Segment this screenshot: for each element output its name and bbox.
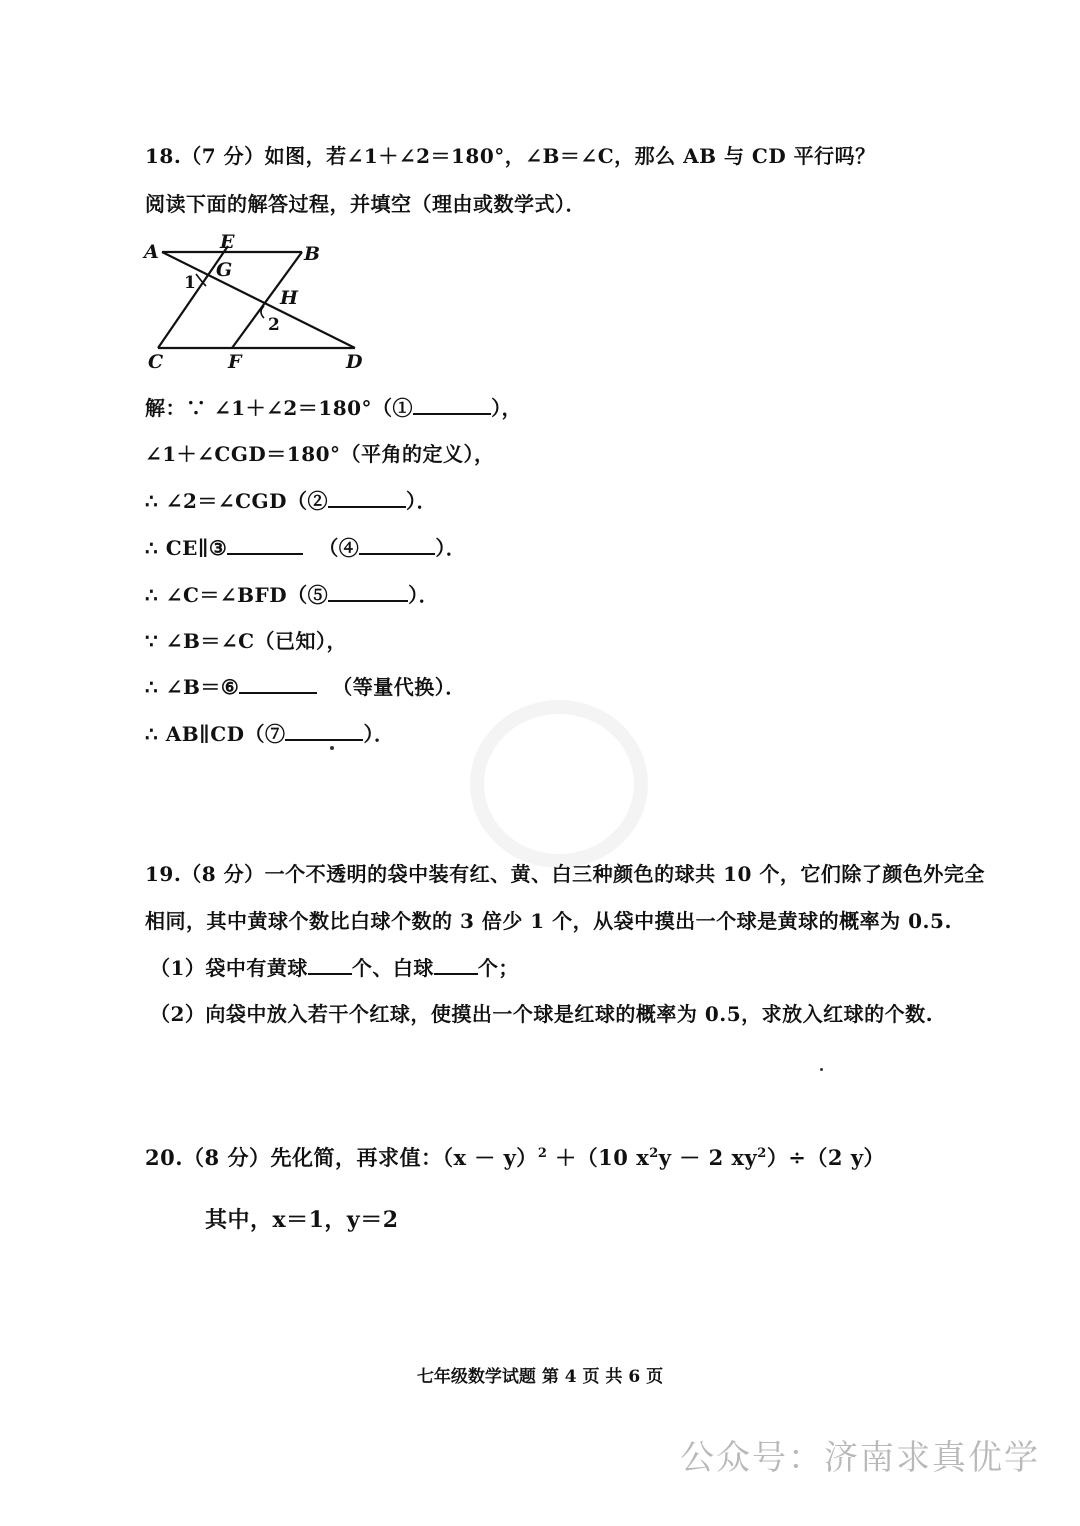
q19-line-2: 相同，其中黄球个数比白球个数的 3 倍少 1 个，从袋中摸出一个球是黄球的概率为 0.5. [145, 909, 952, 933]
wechat-watermark: 公众号：济南求真优学 [680, 1438, 1040, 1478]
faint-stamp-mark [470, 700, 648, 868]
label-f: F [228, 351, 242, 373]
step5-text: ∴ ∠C＝∠BFD（⑤ [145, 583, 329, 607]
scan-speck [330, 746, 334, 750]
step7-text: ∴ ∠B＝⑥ [145, 675, 240, 699]
geometry-diagram [140, 228, 380, 378]
label-angle1: 1 [184, 273, 196, 293]
q18-step-7 [145, 671, 466, 700]
step4-mid: （④ [318, 536, 360, 560]
q19-part-1 [150, 952, 519, 981]
q18-step-6 [145, 625, 347, 654]
q20-exp-3: 2 [757, 1146, 767, 1161]
label-b: B [304, 243, 321, 265]
q20-expr-d: ）÷（2 y） [766, 1145, 886, 1170]
blank-yellow-count[interactable] [308, 955, 352, 975]
blank-7[interactable] [285, 721, 363, 741]
label-d: D [346, 351, 363, 373]
step8-end: ）． [363, 722, 395, 746]
q18-step-2 [145, 438, 495, 467]
q20-expr-c: y － 2 xy [658, 1145, 758, 1170]
step1-end: ）， [491, 396, 523, 420]
blank-1[interactable] [413, 395, 491, 415]
step5-end: ）． [408, 583, 440, 607]
blank-3[interactable] [227, 535, 303, 555]
blank-white-count[interactable] [434, 955, 478, 975]
blank-6[interactable] [239, 674, 317, 694]
q20-exp-1: 2 [537, 1146, 548, 1161]
step2-text: ∠1＋∠CGD＝180°（平角的定义）， [145, 442, 495, 466]
q19-part-2: （2）向袋中放入若干个红球，使摸出一个球是红球的概率为 0.5，求放入红球的个数. [150, 1002, 934, 1026]
step8-text: ∴ AB∥CD（⑦ [145, 722, 286, 746]
q20-expr-a: 20.（8 分）先化简，再求值：（x － y） [145, 1145, 538, 1170]
q20-line-2: 其中，x＝1，y＝2 [205, 1207, 399, 1233]
label-e: E [220, 231, 235, 253]
q19-part1-text-c: 个； [477, 956, 519, 980]
label-g: G [216, 259, 233, 281]
q18-geometry-figure [140, 228, 380, 378]
step6-text: ∵ ∠B＝∠C（已知）， [145, 629, 348, 653]
q18-step-5 [145, 579, 439, 608]
page-footer: 七年级数学试题 第 4 页 共 6 页 [416, 1367, 664, 1387]
step4-end: ）． [435, 536, 467, 560]
scan-speck-2 [820, 1068, 823, 1071]
q18-step-1 [145, 392, 522, 421]
step7-end: （等量代换）． [332, 675, 466, 699]
blank-2[interactable] [328, 488, 406, 508]
q18-header: 18.（7 分）如图，若∠1＋∠2＝180°，∠B＝∠C，那么 AB 与 CD 平行吗？ [145, 144, 876, 168]
label-h: H [280, 287, 298, 309]
step3-end: ）． [405, 489, 437, 513]
q19-part1-text-a: （1）袋中有黄球 [150, 956, 308, 980]
q20-expr-b: ＋（10 x [547, 1145, 650, 1170]
label-angle2: 2 [268, 315, 280, 335]
step3-text: ∴ ∠2＝∠CGD（② [145, 489, 328, 513]
q20-exp-2: 2 [649, 1146, 659, 1161]
label-a: A [144, 241, 159, 263]
blank-5[interactable] [328, 582, 408, 602]
q20-line-1 [145, 1142, 885, 1172]
q19-part1-text-b: 个、白球 [351, 956, 434, 980]
q19-line-1: 19.（8 分）一个不透明的袋中装有红、黄、白三种颜色的球共 10 个，它们除了颜色外完全 [145, 862, 985, 886]
step4-text: ∴ CE∥③ [145, 536, 228, 560]
q18-instruction: 阅读下面的解答过程，并填空（理由或数学式）． [145, 192, 586, 216]
q18-step-8 [145, 718, 394, 747]
q18-step-4 [145, 532, 466, 561]
blank-4[interactable] [359, 535, 435, 555]
step1-text: 解：∵ ∠1＋∠2＝180°（① [145, 396, 414, 420]
q18-step-3 [145, 485, 437, 514]
label-c: C [148, 351, 164, 373]
